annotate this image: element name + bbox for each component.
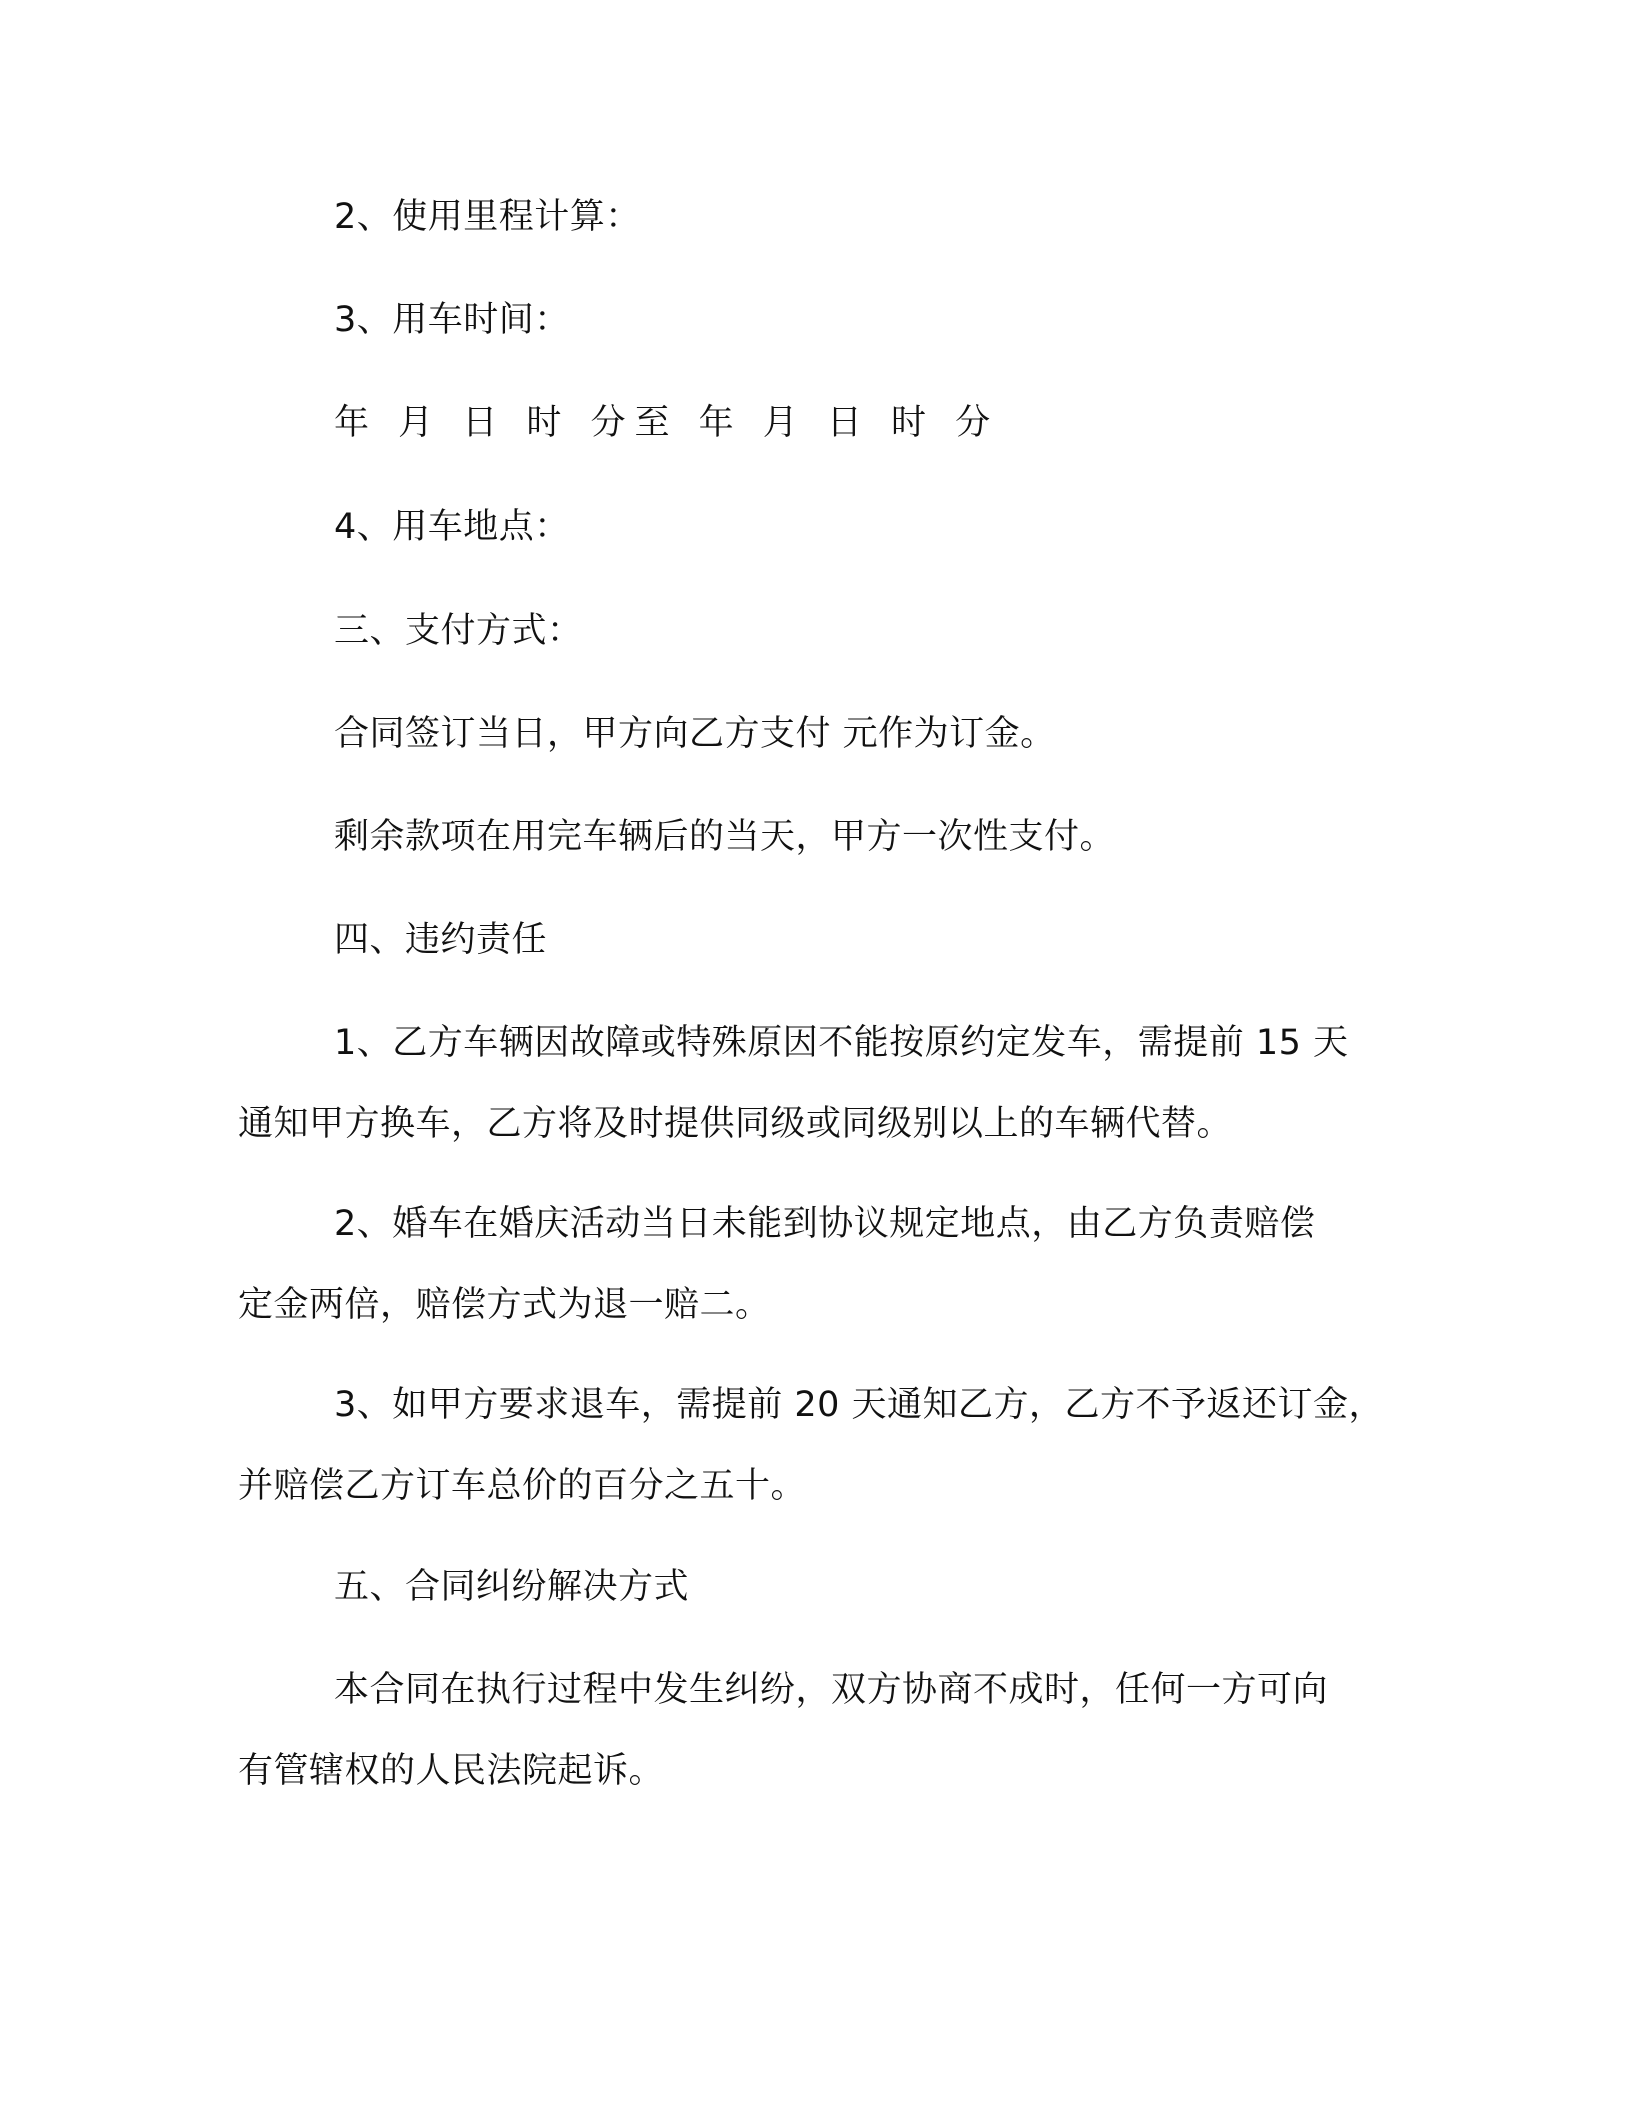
deposit-payment-text: 合同签订当日，甲方向乙方支付 元作为订金。 [334,714,1056,754]
usage-time-range: 年 月 日 时 分至 年 月 日 时 分 [334,403,1000,443]
dispute-clause-line-2: 有管辖权的人民法院起诉。 [238,1751,665,1791]
liability-clause-2-line-2: 定金两倍，赔偿方式为退一赔二。 [238,1285,771,1325]
usage-location-item: 4、用车地点： [334,507,570,547]
liability-clause-1-line-2: 通知甲方换车，乙方将及时提供同级或同级别以上的车辆代替。 [238,1104,1233,1144]
liability-clause-3-line-1: 3、如甲方要求退车，需提前 20 天通知乙方，乙方不予返还订金， [334,1385,1385,1425]
remaining-payment-text: 剩余款项在用完车辆后的当天，甲方一次性支付。 [334,817,1116,857]
dispute-clause-line-1: 本合同在执行过程中发生纠纷，双方协商不成时，任何一方可向 [334,1670,1329,1710]
liability-section-heading: 四、违约责任 [334,920,548,960]
payment-section-heading: 三、支付方式： [334,611,583,651]
dispute-section-heading: 五、合同纠纷解决方式 [334,1567,690,1607]
liability-clause-3-line-2: 并赔偿乙方订车总价的百分之五十。 [238,1466,807,1506]
liability-clause-1-line-1: 1、乙方车辆因故障或特殊原因不能按原约定发车，需提前 15 天 [334,1023,1349,1063]
usage-time-item: 3、用车时间： [334,300,570,340]
mileage-item: 2、使用里程计算： [334,197,641,237]
liability-clause-2-line-1: 2、婚车在婚庆活动当日未能到协议规定地点，由乙方负责赔偿 [334,1204,1316,1244]
